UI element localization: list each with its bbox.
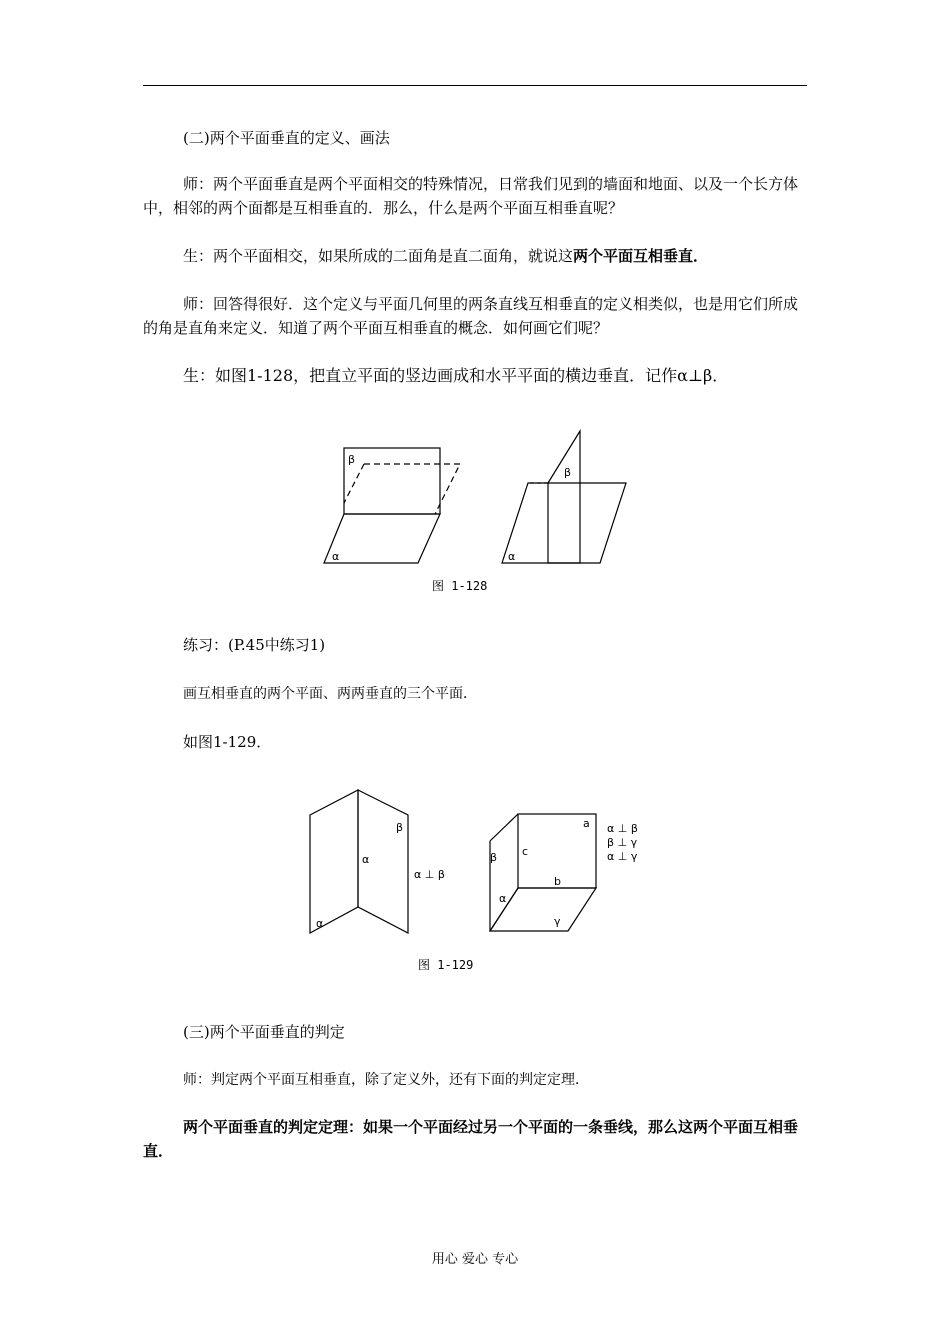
page-footer: 用心 爱心 专心 (431, 1252, 519, 1267)
figure-1-129 (300, 785, 660, 945)
student-1-bold: 两个平面互相垂直． (573, 247, 709, 265)
paragraph-teacher-2: 师：回答得很好．这个定义与平面几何里的两条直线互相垂直的定义相类似，也是用它们所成的角是直角来定义．知道了两个平面互相垂直的概念．如何画它们呢？ (143, 295, 799, 337)
fig129-left-relation: α ⊥ β (414, 868, 445, 881)
fig129-cube-beta: β (490, 851, 498, 864)
figure-1-128-caption: 图 1-128 (432, 579, 488, 593)
fig129-relation-1: α ⊥ β (607, 822, 638, 835)
fig128-right-alpha: α (508, 550, 516, 563)
right-beta-plane (548, 431, 580, 563)
fig129-relation-2: β ⊥ γ (607, 836, 638, 849)
practice-task: 画互相垂直的两个平面、两两垂直的三个平面． (183, 686, 477, 702)
fig129-cube-a: a (583, 817, 590, 830)
fig129-left-beta: β (396, 821, 404, 834)
figure-1-128 (320, 428, 640, 573)
paragraph-teacher-1: 师：两个平面垂直是两个平面相交的特殊情况，日常我们见到的墙面和地面、以及一个长方体中，相邻的两个面都是互相垂直的．那么，什么是两个平面互相垂直呢？ (143, 175, 799, 217)
fig129-cube-alpha: α (499, 892, 507, 905)
theorem-statement: 两个平面垂直的判定定理：如果一个平面经过另一个平面的一条垂线，那么这两个平面互相垂直． (143, 1118, 799, 1160)
fig129-left-alpha-mid: α (362, 853, 370, 866)
figure-reference: 如图1-129． (183, 733, 272, 751)
fig129-cube-c: c (522, 845, 529, 858)
left-alpha-plane (324, 514, 440, 563)
fig129-left-alpha-bottom: α (316, 917, 324, 930)
paragraph-student-1 (183, 244, 708, 268)
fig128-left-alpha: α (332, 550, 340, 563)
book-left-plane (310, 790, 358, 933)
fig128-right-beta: β (564, 466, 572, 479)
fig128-left-beta: β (348, 453, 356, 466)
practice-title: 练习：(P.45中练习1) (183, 636, 326, 654)
paragraph-student-2: 生：如图1-128，把直立平面的竖边画成和水平平面的横边垂直．记作α⊥β． (183, 366, 729, 385)
right-alpha-plane (502, 483, 626, 563)
fig129-cube-b: b (554, 875, 561, 888)
left-hidden-edges (364, 464, 460, 514)
fig129-cube-gamma: γ (554, 915, 561, 928)
section2-heading: (二)两个平面垂直的定义、画法 (183, 129, 390, 147)
section3-heading: (三)两个平面垂直的判定 (183, 1023, 345, 1041)
paragraph-teacher-3: 师：判定两个平面互相垂直，除了定义外，还有下面的判定定理． (183, 1072, 589, 1088)
student-1-text: 生：两个平面相交，如果所成的二面角是直二面角，就说这 (183, 247, 574, 265)
header-rule (143, 85, 807, 86)
left-beta-plane (344, 448, 440, 514)
figure-1-129-caption: 图 1-129 (418, 958, 474, 972)
fig129-relation-3: α ⊥ γ (607, 850, 638, 863)
